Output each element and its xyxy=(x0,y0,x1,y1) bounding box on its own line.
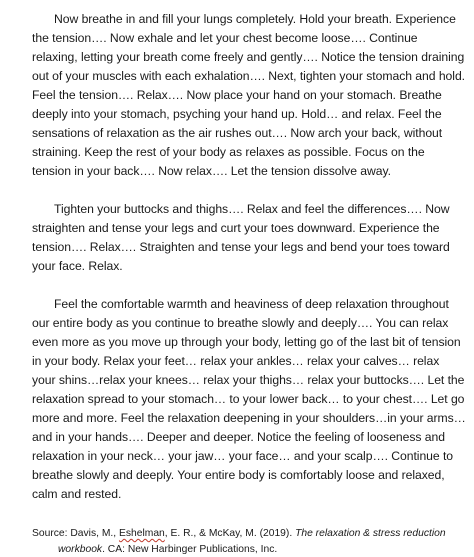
spellcheck-flagged-author: Eshelman xyxy=(119,528,165,539)
source-title-continued: workbook xyxy=(58,544,102,555)
paragraph-legs: Tighten your buttocks and thighs…. Relax and feel the differences…. Now straighten and tense your legs and curt your toes downward. Experience the tension…. Relax…. Straighten and tense your legs and bend your toes toward your face. Relax. xyxy=(32,200,466,276)
paragraph-gap xyxy=(32,276,466,295)
source-authors-rest: , E. R., & McKay, M. (2019). xyxy=(165,528,295,539)
paragraph-breathing: Now breathe in and fill your lungs completely. Hold your breath. Experience the tension…. Now exhale and let your chest become loose…. Continue relaxing, letting your breath come freely and gently…. Notice the tension draining out of your muscles with each exhalation…. Next, tighten your stomach and hold. Feel the tension…. Relax…. Now place your hand on your stomach. Breathe deeply into your stomach, psyching your hand up. Hold… and relax. Feel the sensations of relaxation as the air rushes out…. Now arch your back, without straining. Keep the rest of your body as relaxes as possible. Focus on the tension in your back…. Now relax…. Let the tension dissolve away. xyxy=(32,10,466,181)
source-publisher: . CA: New Harbinger Publications, Inc. xyxy=(102,544,277,555)
source-title: The relaxation & stress reduction xyxy=(295,528,446,539)
source-continuation xyxy=(32,542,466,557)
paragraph-gap xyxy=(32,181,466,200)
source-prefix: Source: Davis, M., xyxy=(32,528,119,539)
source-citation xyxy=(32,526,466,557)
paragraph-deep-relaxation: Feel the comfortable warmth and heaviness of deep relaxation throughout our entire body as you continue to breathe slowly and deeply…. You can relax even more as you move up through your body, letting go of the last bit of tension in your body. Relax your feet… relax your ankles… relax your calves… relax your shins…relax your knees… relax your thighs… relax your buttocks…. Let the relaxation spread to your stomach… to your lower back… to your chest…. Let go more and more. Feel the relaxation deepening in your shoulders…in your arms… and in your hands…. Deeper and deeper. Notice the feeling of looseness and relaxation in your neck… your jaw… your face… and your scalp…. Continue to breathe slowly and deeply. Your entire body is comfortably loose and relaxed, calm and rested. xyxy=(32,295,466,504)
